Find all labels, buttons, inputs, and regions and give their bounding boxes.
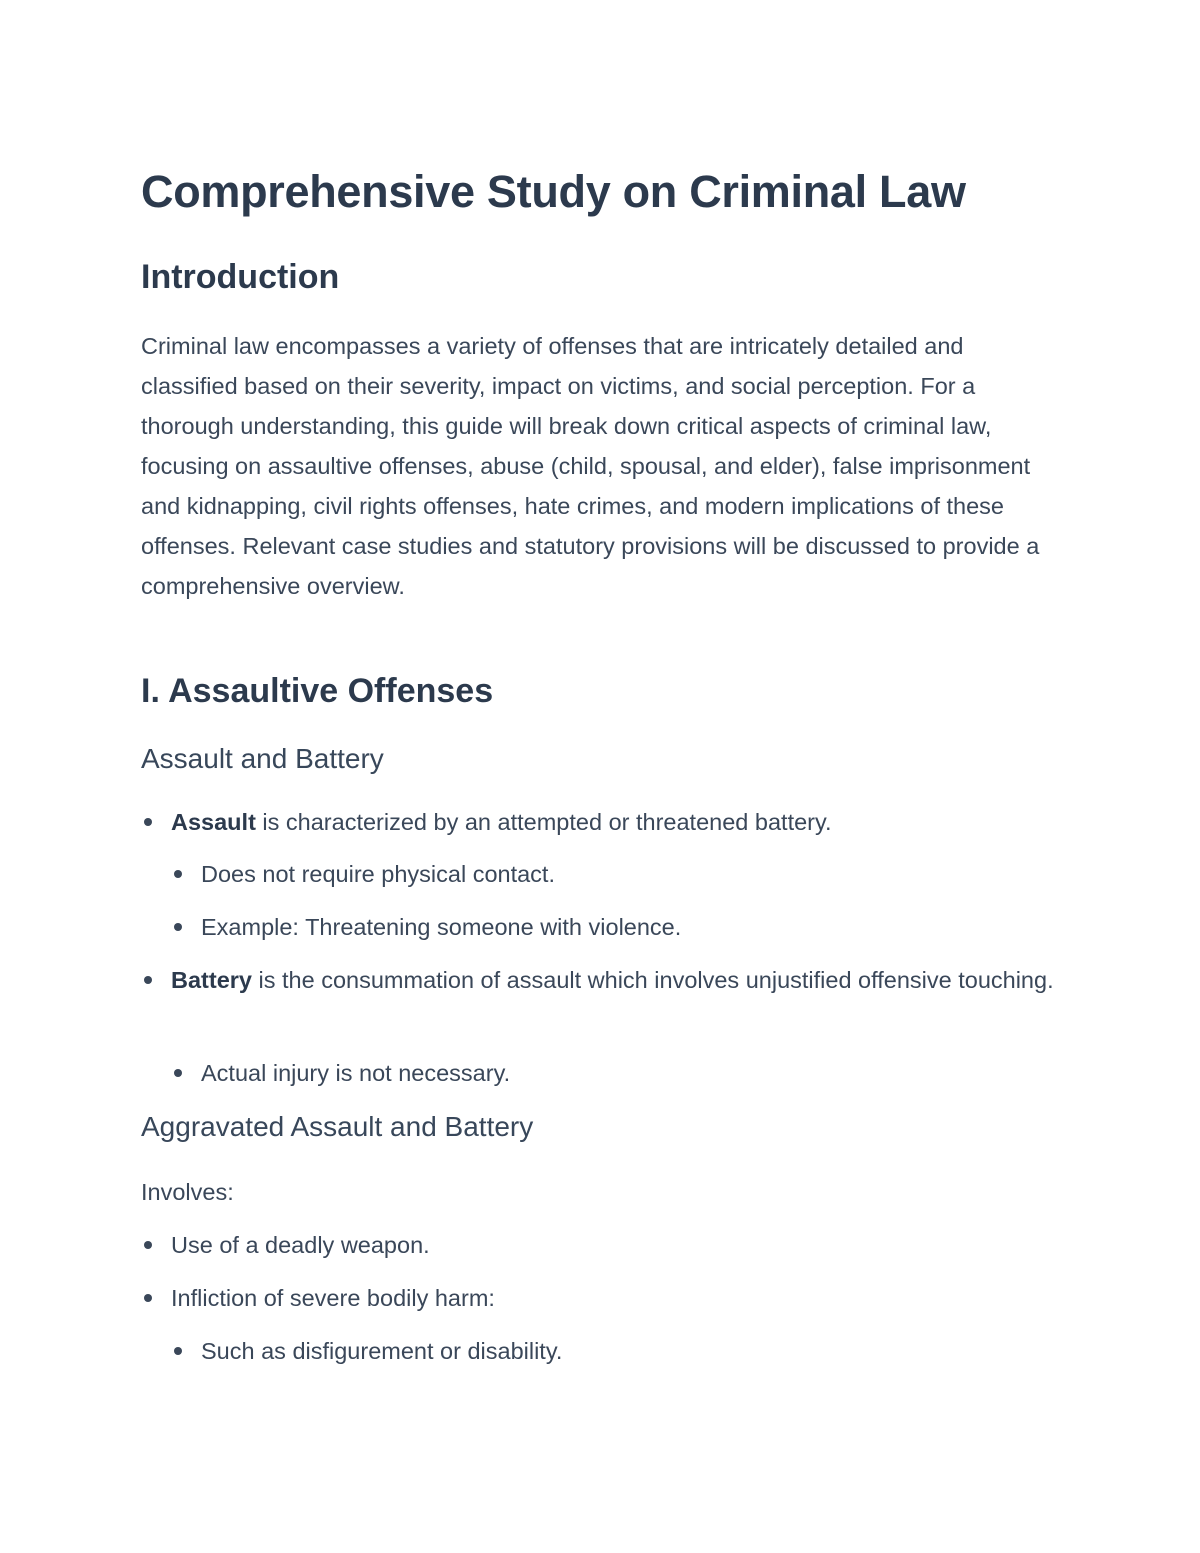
list-item-text: Actual injury is not necessary.	[201, 1060, 511, 1086]
subheading-aggravated-assault: Aggravated Assault and Battery	[141, 1111, 534, 1142]
bullet-icon	[174, 870, 182, 878]
section-heading-assaultive-offenses: I. Assaultive Offenses	[141, 672, 494, 710]
term-battery: Battery	[171, 967, 252, 993]
subheading-assault-and-battery: Assault and Battery	[141, 743, 384, 774]
list-item	[171, 802, 1066, 842]
list-item-text: Example: Threatening someone with violence.	[201, 914, 682, 940]
list-item-text: Infliction of severe bodily harm:	[171, 1285, 495, 1311]
bullet-icon	[144, 1294, 152, 1302]
list-item	[171, 1278, 1066, 1318]
document-title: Comprehensive Study on Criminal Law	[141, 166, 966, 217]
bullet-icon	[174, 1069, 182, 1077]
introduction-paragraph: Criminal law encompasses a variety of offenses that are intricately detailed and classified based on their severity, impact on victims, and social perception. For a thorough understanding, this guide will break down critical aspects of criminal law, focusing on assaultive offenses, abuse (child, spousal, and elder), false imprisonment and kidnapping, civil rights offenses, hate crimes, and modern implications of these offenses. Relevant case studies and statutory provisions will be discussed to provide a comprehensive overview.	[141, 333, 1040, 599]
list-item-text: is the consummation of assault which involves unjustified offensive touching.	[251, 967, 1054, 993]
bullet-icon	[144, 1241, 152, 1249]
list-item	[171, 1225, 1066, 1265]
list-item	[201, 854, 1066, 894]
aggravated-intro-text: Involves:	[141, 1179, 234, 1205]
bullet-icon	[174, 923, 182, 931]
term-assault: Assault	[171, 809, 256, 835]
list-item	[201, 1331, 1066, 1371]
bullet-icon	[144, 976, 152, 984]
list-item-text: Such as disfigurement or disability.	[201, 1338, 563, 1364]
list-item-text: is characterized by an attempted or threatened battery.	[255, 809, 832, 835]
list-item	[201, 907, 1066, 947]
introduction-heading: Introduction	[141, 258, 340, 296]
bullet-icon	[144, 818, 152, 826]
list-item-text: Does not require physical contact.	[201, 861, 555, 887]
list-item-text: Use of a deadly weapon.	[171, 1232, 430, 1258]
list-item	[201, 1053, 1066, 1093]
list-item	[171, 960, 1066, 1000]
bullet-icon	[174, 1347, 182, 1355]
